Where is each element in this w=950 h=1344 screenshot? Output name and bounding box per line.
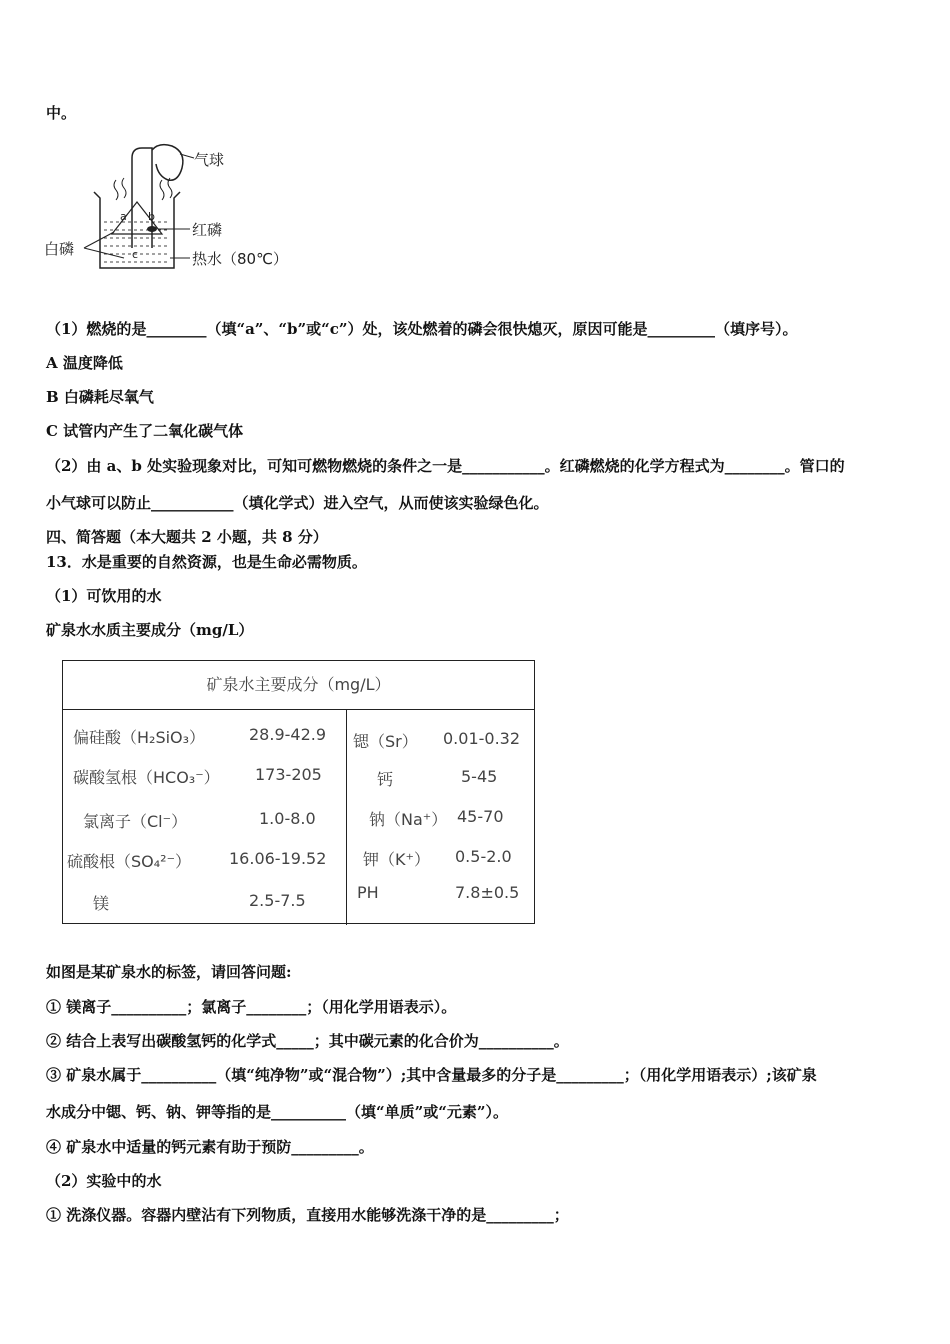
glass-tube (132, 148, 152, 248)
right-row-name: 钙 (377, 770, 394, 789)
option-c: C 试管内产生了二氧化碳气体 (46, 422, 244, 440)
left-row-value: 28.9-42.9 (249, 725, 327, 744)
question-1: ① 镁离子__________；氯离子________；（用化学用语表示）。 (46, 998, 457, 1016)
right-row-value: 45-70 (457, 807, 504, 826)
label-hot-water: 热水（80℃） (192, 250, 288, 268)
left-row-value: 1.0-8.0 (259, 809, 316, 828)
header-text: 中。 (46, 104, 77, 122)
left-row-value: 2.5-7.5 (249, 891, 306, 910)
question-4: ④ 矿泉水中适量的钙元素有助于预防_________。 (46, 1138, 374, 1156)
mineral-water-table (62, 660, 535, 924)
q13-title: 13．水是重要的自然资源，也是生命必需物质。 (46, 553, 367, 571)
right-row-name: PH (357, 883, 379, 902)
q1-line2: （2）由 a、b 处实验现象对比，可知可燃物燃烧的条件之一是___________。红磷燃烧的化学方程式为________。管口的 (46, 457, 845, 475)
q1-line3: 小气球可以防止___________（填化学式）进入空气，从而使该实验绿色化。 (46, 494, 549, 512)
option-a: A 温度降低 (46, 354, 123, 372)
experiment-diagram (44, 140, 304, 275)
table-caption: 矿泉水水质主要成分（mg/L） (46, 621, 254, 639)
right-row-value: 7.8±0.5 (455, 883, 520, 902)
label-red-phosphorus: 红磷 (192, 221, 223, 239)
left-row-name: 偏硅酸（H₂SiO₃） (73, 728, 206, 747)
table-title: 矿泉水主要成分（mg/L） (63, 661, 534, 710)
left-row-name: 硫酸根（SO₄²⁻） (67, 852, 192, 871)
right-row-name: 钾（K⁺） (363, 850, 430, 869)
left-row-value: 173-205 (255, 765, 322, 784)
left-row-name: 镁 (93, 894, 110, 913)
right-row-name: 锶（Sr） (353, 732, 418, 751)
left-row-name: 氯离子（Cl⁻） (83, 812, 188, 831)
option-b: B 白磷耗尽氧气 (46, 388, 154, 406)
question-3b: 水成分中锶、钙、钠、钾等指的是__________（填“单质”或“元素”）。 (46, 1103, 509, 1121)
section-heading: 四、简答题（本大题共 2 小题，共 8 分） (46, 528, 328, 546)
label-c: c (132, 248, 139, 261)
question-3a: ③ 矿泉水属于__________（填“纯净物”或“混合物”）;其中含量最多的分子是_________；（用化学用语表示）;该矿泉 (46, 1066, 817, 1084)
label-b: b (148, 210, 155, 223)
intro: 如图是某矿泉水的标签，请回答问题: (46, 963, 292, 981)
question-5: ① 洗涤仪器。容器内壁沾有下列物质，直接用水能够洗涤干净的是_________； (46, 1206, 569, 1224)
q13-sub1: （1）可饮用的水 (46, 587, 162, 605)
right-row-value: 0.01-0.32 (443, 729, 521, 748)
balloon-shape (152, 145, 183, 181)
label-white-phosphorus: 白磷 (44, 240, 75, 258)
left-row-name: 碳酸氢根（HCO₃⁻） (73, 768, 220, 787)
label-balloon: 气球 (194, 151, 225, 169)
right-row-name: 钠（Na⁺） (369, 810, 448, 829)
question-2: ② 结合上表写出碳酸氢钙的化学式_____；其中碳元素的化合价为__________。 (46, 1032, 569, 1050)
sub-heading-2: （2）实验中的水 (46, 1172, 162, 1190)
right-row-value: 0.5-2.0 (455, 847, 512, 866)
right-row-value: 5-45 (461, 767, 498, 786)
left-row-value: 16.06-19.52 (229, 849, 327, 868)
label-a: a (120, 210, 127, 223)
q1-line1: （1）燃烧的是________（填“a”、“b”或“c”）处，该处燃着的磷会很快熄灭，原因可能是_________（填序号）。 (46, 320, 798, 338)
